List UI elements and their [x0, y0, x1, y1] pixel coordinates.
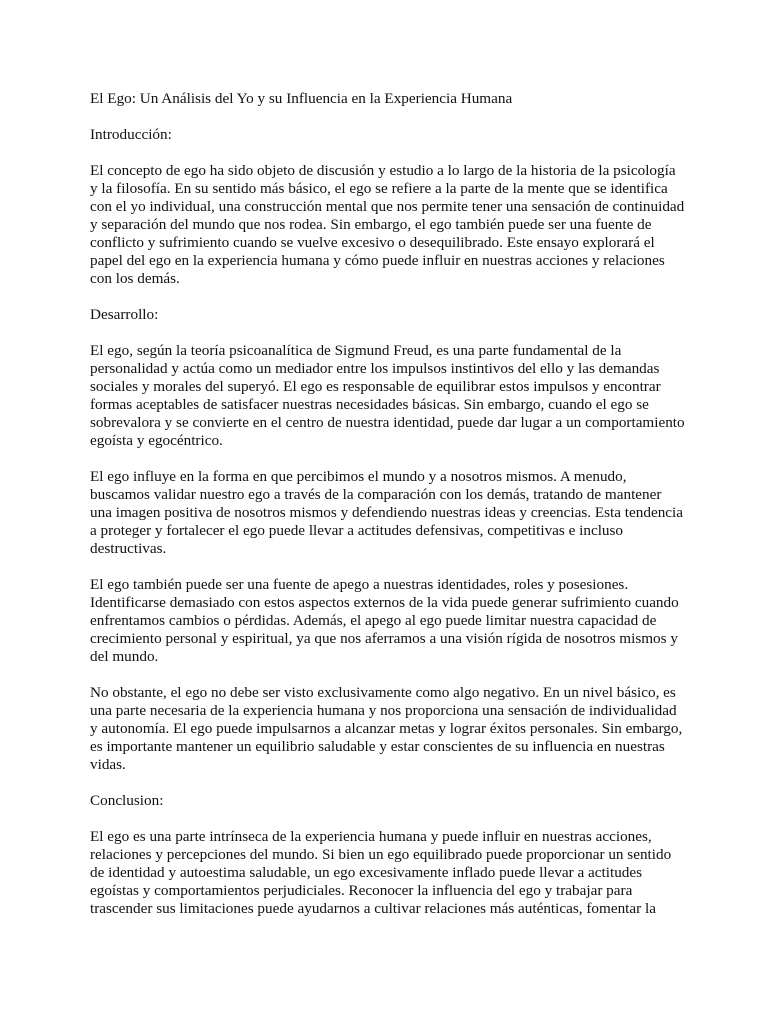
document-title: El Ego: Un Análisis del Yo y su Influencia en la Experiencia Humana [90, 90, 513, 107]
development-paragraph-4: No obstante, el ego no debe ser visto exclusivamente como algo negativo. En un nivel básico, es una parte necesaria de la experiencia humana y nos proporciona una sensación de individualidad y autonomía. El ego puede impulsarnos a alcanzar metas y lograr éxitos personales. Sin embargo, es importante mantener un equilibrio saludable y estar conscientes de su influencia en nuestras vidas. [90, 684, 683, 773]
development-paragraph-1: El ego, según la teoría psicoanalítica de Sigmund Freud, es una parte fundamental de la personalidad y actúa como un mediador entre los impulsos instintivos del ello y las demandas sociales y morales del superyó. El ego es responsable de equilibrar estos impulsos y encontrar formas aceptables de satisfacer nuestras necesidades básicas. Sin embargo, cuando el ego se sobrevalora y se convierte en el centro de nuestra identidad, puede dar lugar a un comportamiento egoísta y egocéntrico. [90, 342, 685, 449]
intro-paragraph: El concepto de ego ha sido objeto de discusión y estudio a lo largo de la historia de la psicología y la filosofía. En su sentido más básico, el ego se refiere a la parte de la mente que se identifica con el yo individual, una construcción mental que nos permite tener una sensación de continuidad y separación del mundo que nos rodea. Sin embargo, el ego también puede ser una fuente de conflicto y sufrimiento cuando se vuelve excesivo o desequilibrado. Este ensayo explorará el papel del ego en la experiencia humana y cómo puede influir en nuestras acciones y relaciones con los demás. [90, 162, 685, 287]
development-paragraph-3: El ego también puede ser una fuente de apego a nuestras identidades, roles y posesiones. Identificarse demasiado con estos aspectos externos de la vida puede generar sufrimiento cuando enfrentamos cambios o pérdidas. Además, el apego al ego puede limitar nuestra capacidad de crecimiento personal y espiritual, ya que nos aferramos a una visión rígida de nosotros mismos y del mundo. [90, 576, 679, 665]
development-paragraph-2: El ego influye en la forma en que percibimos el mundo y a nosotros mismos. A menudo, buscamos validar nuestro ego a través de la comparación con los demás, tratando de mantener una imagen positiva de nosotros mismos y defendiendo nuestras ideas y creencias. Esta tendencia a proteger y fortalecer el ego puede llevar a actitudes defensivas, competitivas e incluso destructivas. [90, 468, 683, 557]
conclusion-paragraph: El ego es una parte intrínseca de la experiencia humana y puede influir en nuestras acciones, relaciones y percepciones del mundo. Si bien un ego equilibrado puede proporcionar un sentido de identidad y autoestima saludable, un ego excesivamente inflado puede llevar a actitudes egoístas y comportamientos perjudiciales. Reconocer la influencia del ego y trabajar para trascender sus limitaciones puede ayudarnos a cultivar relaciones más auténticas, fomentar la [90, 828, 672, 917]
intro-heading: Introducción: [90, 126, 172, 143]
document-page [90, 90, 686, 936]
development-heading: Desarrollo: [90, 306, 159, 323]
conclusion-heading: Conclusion: [90, 792, 164, 809]
